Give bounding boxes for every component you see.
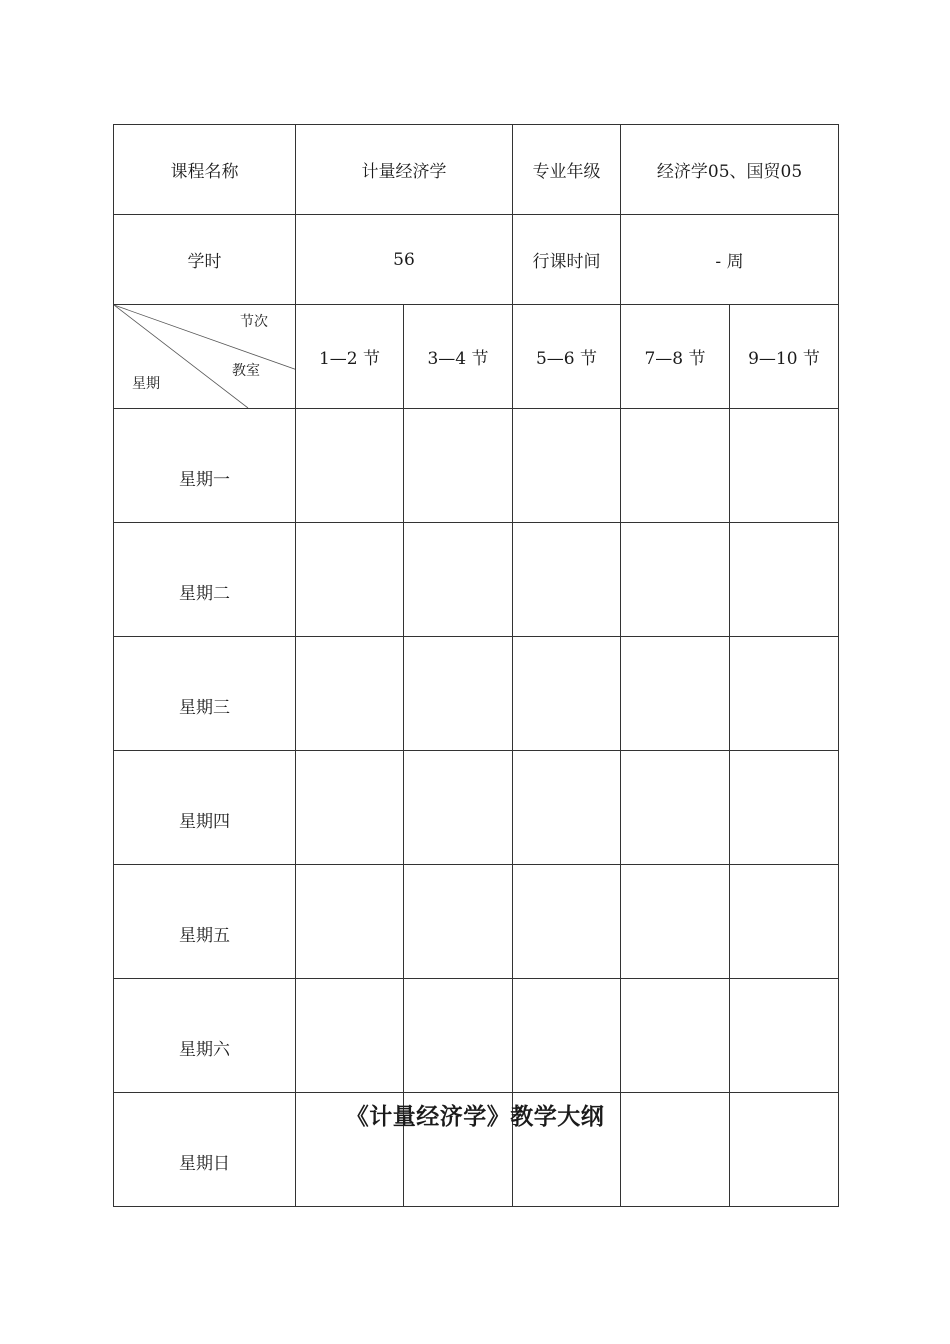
schedule-cell <box>296 751 404 865</box>
course-schedule-table <box>113 124 839 1207</box>
schedule-cell <box>621 751 730 865</box>
period-header: 5—6 节 <box>513 305 621 409</box>
period-header: 9—10 节 <box>730 305 839 409</box>
schedule-cell <box>404 409 513 523</box>
schedule-cell <box>513 637 621 751</box>
schedule-cell <box>404 979 513 1093</box>
schedule-cell <box>621 523 730 637</box>
day-label: 星期三 <box>114 637 296 751</box>
syllabus-title: 《计量经济学》教学大纲 <box>345 1104 605 1130</box>
schedule-cell <box>513 409 621 523</box>
major-grade-label: 专业年级 <box>513 125 621 215</box>
day-row <box>114 523 839 637</box>
schedule-cell <box>621 637 730 751</box>
schedule-cell <box>296 523 404 637</box>
schedule-cell <box>513 523 621 637</box>
class-time-value: - 周 <box>621 215 839 305</box>
period-header-row <box>114 305 839 409</box>
schedule-cell <box>730 523 839 637</box>
course-name-label: 课程名称 <box>114 125 296 215</box>
hours-label: 学时 <box>114 215 296 305</box>
day-row <box>114 409 839 523</box>
schedule-cell <box>730 409 839 523</box>
course-name-value: 计量经济学 <box>296 125 513 215</box>
schedule-cell <box>621 865 730 979</box>
schedule-cell <box>730 751 839 865</box>
schedule-cell <box>296 409 404 523</box>
schedule-cell <box>513 979 621 1093</box>
info-row-course <box>114 125 839 215</box>
day-label: 星期六 <box>114 979 296 1093</box>
day-row <box>114 637 839 751</box>
diagonal-label-period: 节次 <box>240 314 268 330</box>
day-row <box>114 979 839 1093</box>
day-label: 星期日 <box>114 1093 296 1207</box>
period-header: 1—2 节 <box>296 305 404 409</box>
diagonal-label-classroom: 教室 <box>232 363 260 379</box>
schedule-cell <box>621 409 730 523</box>
schedule-cell <box>296 979 404 1093</box>
period-header: 3—4 节 <box>404 305 513 409</box>
schedule-cell <box>404 751 513 865</box>
class-time-label: 行课时间 <box>513 215 621 305</box>
major-grade-value: 经济学05、国贸05 <box>621 125 839 215</box>
schedule-cell <box>296 865 404 979</box>
schedule-cell <box>513 865 621 979</box>
schedule-cell <box>513 751 621 865</box>
day-label: 星期五 <box>114 865 296 979</box>
diagonal-label-weekday: 星期 <box>132 376 160 392</box>
day-label: 星期四 <box>114 751 296 865</box>
period-header: 7—8 节 <box>621 305 730 409</box>
info-row-hours <box>114 215 839 305</box>
schedule-cell <box>296 637 404 751</box>
schedule-cell <box>404 637 513 751</box>
day-row <box>114 751 839 865</box>
schedule-cell <box>730 979 839 1093</box>
hours-value: 56 <box>296 215 513 305</box>
diagonal-header-cell <box>114 305 296 409</box>
schedule-cell <box>404 523 513 637</box>
day-label: 星期一 <box>114 409 296 523</box>
day-label: 星期二 <box>114 523 296 637</box>
schedule-cell <box>404 865 513 979</box>
schedule-cell <box>621 979 730 1093</box>
day-row <box>114 865 839 979</box>
schedule-cell <box>730 637 839 751</box>
schedule-cell <box>730 865 839 979</box>
